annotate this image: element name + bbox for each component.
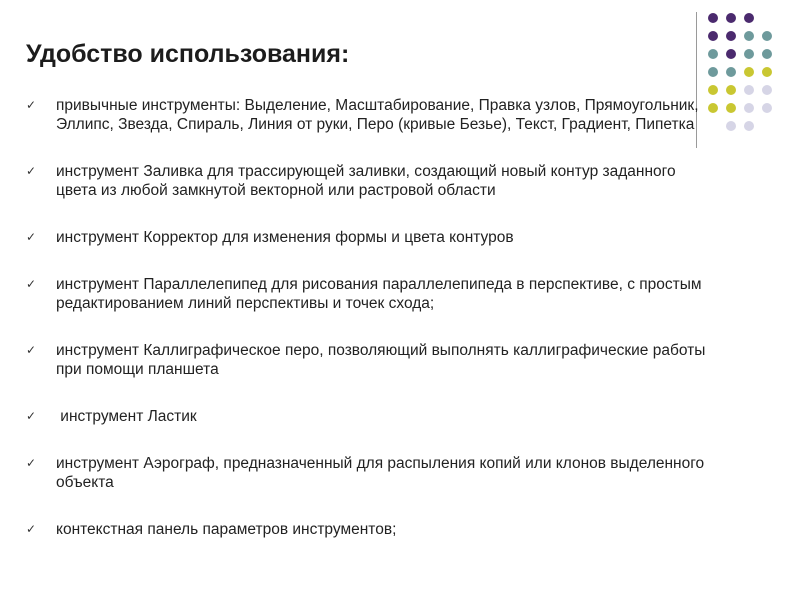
bullet-item: [26, 520, 706, 539]
bullet-text: привычные инструменты: Выделение, Масштабирование, Правка узлов, Прямоугольник, Эллипс, Звезда, Спираль, Линия от руки, Перо (кривые Безье), Текст, Градиент, Пипетка: [56, 97, 699, 133]
bullet-text: инструмент Каллиграфическое перо, позволяющий выполнять каллиграфические работы при помощи планшета: [56, 342, 706, 378]
bullet-list: [26, 96, 706, 567]
checkmark-icon: ✓: [26, 522, 37, 536]
bullet-item: [26, 162, 706, 200]
decorative-dot: [708, 67, 718, 77]
decorative-dot: [726, 31, 736, 41]
bullet-item: [26, 96, 706, 134]
decorative-dot: [726, 85, 736, 95]
checkmark-icon: ✓: [26, 456, 37, 470]
decorative-dot: [708, 31, 718, 41]
decorative-dot: [726, 13, 736, 23]
decorative-dot: [708, 13, 718, 23]
decorative-dot: [744, 13, 754, 23]
slide-title: Удобство использования:: [26, 40, 350, 68]
decorative-dot: [762, 49, 772, 59]
decorative-dot: [726, 103, 736, 113]
decorative-dot-grid: [703, 8, 783, 132]
bullet-text: инструмент Корректор для изменения формы и цвета контуров: [56, 229, 514, 246]
bullet-item: [26, 275, 706, 313]
checkmark-icon: ✓: [26, 343, 37, 357]
bullet-item: [26, 454, 706, 492]
bullet-item: [26, 407, 706, 426]
decorative-dot: [708, 85, 718, 95]
checkmark-icon: ✓: [26, 164, 37, 178]
bullet-item: [26, 341, 706, 379]
checkmark-icon: ✓: [26, 98, 37, 112]
decorative-dot: [762, 85, 772, 95]
decorative-dot: [744, 121, 754, 131]
decorative-dot: [762, 67, 772, 77]
decorative-dot: [726, 121, 736, 131]
decorative-dot: [744, 49, 754, 59]
checkmark-icon: ✓: [26, 277, 37, 291]
decorative-dot: [762, 31, 772, 41]
decorative-dot: [744, 31, 754, 41]
bullet-text: инструмент Параллелепипед для рисования параллелепипеда в перспективе, с простым редактированием линий перспективы и точек схода;: [56, 276, 702, 312]
decorative-dot: [744, 67, 754, 77]
checkmark-icon: ✓: [26, 230, 37, 244]
decorative-dot: [726, 67, 736, 77]
decorative-dot: [726, 49, 736, 59]
decorative-dot: [762, 103, 772, 113]
decorative-dot: [708, 49, 718, 59]
bullet-text: инструмент Ластик: [56, 408, 197, 425]
bullet-text: контекстная панель параметров инструментов;: [56, 521, 397, 538]
bullet-text: инструмент Аэрограф, предназначенный для распыления копий или клонов выделенного объекта: [56, 455, 705, 491]
bullet-item: [26, 228, 706, 247]
bullet-text: инструмент Заливка для трассирующей заливки, создающий новый контур заданного цвета из любой замкнутой векторной или растровой области: [56, 163, 676, 199]
decorative-dot: [744, 103, 754, 113]
checkmark-icon: ✓: [26, 409, 37, 423]
decorative-dot: [744, 85, 754, 95]
decorative-dot: [708, 103, 718, 113]
